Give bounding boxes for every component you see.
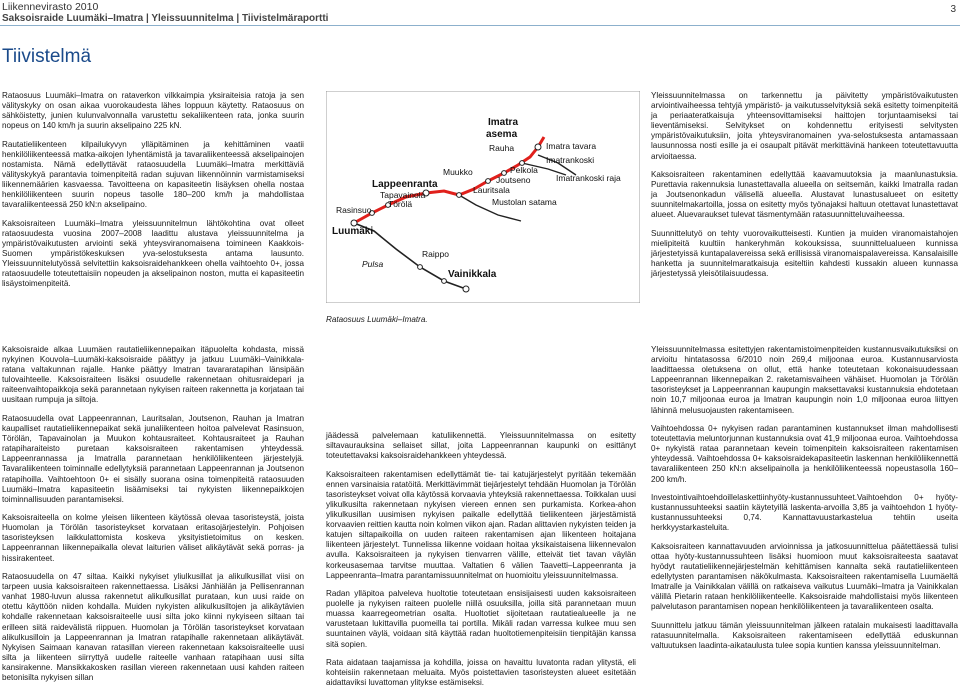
map-caption: Rataosuus Luumäki–Imatra. (326, 315, 428, 324)
label-rasinsuo: Rasinsuo (336, 205, 372, 215)
paragraph: Kaksoisraiteen kannattavuuden arvioinnissa ja jatkosuunnittelua päätettäessä tulisi ottaa hyöty-kustannussuhteen lisäksi huomioon muut kaksoisraiteesta saatavat hyödyt rautatieliikennejärjestelmän kehittämisen kannalta sekä rautatieliikenteen edellytysten parantamisen näkökulmasta. Kaksoisraiteen rakentamisella Luumäeltä Imatralle ja Vainikkalan välillä on ratkaiseva vaikutus Luumäki–Imatra ja Vainikkalan välillä Pietarin rataan henkilöliikenteelle. Kaksoisraide mahdollistaisi myös liikenteen palvelutason parantamisen nopean henkilöliikenteen ja tavaraliikenteen osalta. (651, 541, 958, 612)
station-marker (486, 179, 491, 184)
label-rauha: Rauha (489, 143, 515, 153)
paragraph: Kaksoisraiteen rakentaminen edellyttää kaavamuutoksia ja maanlunastuksia. Purettavia rakennuksia lunastettavalla alueella on seitsemän, kaikki Imatralla radan ja Joutsenonkadun välisellä alueella. Alustavat lunastusalueet on esitetty suunnitelmakartoilla, jossa on esitetty myös työnajaksi haltuun otettavat lunastettavat alueet. Aluevaraukset tulevat täsmentymään ratasuunnitteluvaiheessa. (651, 170, 958, 220)
label-imatra-tavara: Imatra tavara (546, 141, 597, 151)
paragraph: Kaksoisraiteen Luumäki–Imatra yleissuunnitelmun lähtökohtina ovat olleet rataosuudesta vuosina 2007–2008 laadittu alustava yleissuunnitelma ja ympäristövaikutusten arviointi sekä yhteysviranomaisena toimineen Kaakkois-Suomen ympäristökeskuksen yva-selostuksesta antama lausunto. Yleissuunnitelutyössä selvitettiin kaksoisraidehankkeen ohella vaihtoehto 0+, jossa rataosuudelle toteutettaisiin nopeuden ja akselipainon noston, mutta ei kapasiteetin lisäystoimenpiteitä. (2, 218, 304, 289)
col1-top-text (2, 91, 304, 289)
paragraph: Yleissuunnitelmassa esitettyjen rakentamistoimenpiteiden kustannusvaikutuksiksi on arvioitu hintatasossa 6/2010 noin 269,4 miljoonaa euroa. Kustannusarviosta laadittaessa oletuksena on ollut, että hanke toteutetaan kokonaisuudessaan Lappeenrannan liikennepaikan 2. raketamisvaiheen vähäiset. Huomolan ja Törölän tasoristeykset ja Lappeenrannan kaupungin maksettavaksi kustannuksia ehdotetaan noin 10,7 miljoonaa euroa ja Imatran kaupungin noin 1,0 miljoonaa euroa liittyen lähinnä melusuojausten rakentamiseen. (651, 345, 958, 415)
label-imatrankoski: Imatrankoski (546, 155, 595, 165)
paragraph: Suunnittelu jatkuu tämän yleissuunnitelman jälkeen ratalain mukaisesti laadittavalla ratasuunnitelmalla. Kaksoisraiteen rakentamiseen edellyttää eduskunnan valtuutuksen laadinta-aikataulusta tulee sopia kuntien kanssa yleissuunnitelman. (651, 620, 958, 650)
label-pelkola: Pelkola (510, 165, 538, 175)
label-imatrankoski-raja: Imatrankoski raja (556, 173, 621, 183)
label-torola: Törölä (388, 199, 413, 209)
paragraph: Rataosuus Luumäki–Imatra on rataverkon vilkkaimpia yksiraiteisia ratoja ja sen välityskyky on osan aikaa vuorokaudesta lähes loppuun käytetty. Rataosuus on sähköistetty, junien kulunvalvonnalla varustettu sekaliikenteen rata, jonka suurin nopeus on 140 km/h ja suurin akselipaino 225 kN. (2, 91, 304, 131)
col3-top-text (651, 91, 958, 279)
label-raippo: Raippo (422, 249, 449, 259)
paragraph: Kaksoisraiteen rakentamisen edellyttämät tie- tai katujärjestelyt pyritään tekemään ennen varsinaisia ratatöitä. Merkittävimmät tiejärjestelyt tehdään Huomolan ja Törölän tasoristeykset voivat olla käytössä korvaavia yhteyksiä rakennettaessa. Toikkalan uusi ylikulkusilta rakennetaan nykyisen viereen ennen sen purkamista. Korkea-ahon ylikulkusillan uusimisen nykyisen paikalle edellyttää tieliikenteen järjestämistä korvaavien reittien kautta noin kolmen viikon ajan. Radan alittavien nykyisten teiden ja katujen siltapaikoilla on uuden raiteen rakentamisen ajan liikenteen hoitajana liikenteen järjestelyt. Tunnelissa liikenne voidaan hoitaa yksikaistaisena liikennevalon avulla. Kaksoisraiteen ja nykyisen tienvarren välille, etteivät tiet tavan väylän korkeusasemaa tarvitse muuttaa. Valtatien 6 välien Taavetti–Lappeenranta ja Lappeenranta–Imatra parantamissuunnitelmat on huomioitu yleissuunnitelmassa. (326, 469, 636, 580)
paragraph: Rataosuudella on 47 siltaa. Kaikki nykyiset yliulkusillat ja alikulkusillat viisi on tarpeen uusia kaksoisraiteen rakennettaessa. Lisäksi Jänhiälän ja Pellisenrannan vanhat 1980-luvun alussa rakennetut alikulkusillat purataan, kun uusi raide on otettu käyttöön niiden kohdalla. Muiden nykyisten alikulkusiltojen ja alikäytävien kohdalle rakennetaan kaksoisraiteelle uusi silta joko kiinni nykyiseen siltaan tai erilleen siitä raidevälistä riippuen. Huomolan ja Törölän tasoristeykset korvataan alikulkusilloin ja Lappeenrannan ja Imatran ratapihalle rakennetaan alikäytävät. Nykyisen Saimaan kanavan ratasillan viereen rakennetaan kaksoisraiteelle uusi silta ja liikenteen siirryttyä uudelle raiteelle vanhaan ratapihaan uusi silta kansirakenne. Mansikkakosken rasillan viereen rakennetaan uusi kahden raiteen betonisilta nykyisen sillan (2, 572, 304, 682)
label-mustola: Mustolan satama (492, 197, 557, 207)
paragraph: Investointivaihtoehdoillelaskettiinhyöty-kustannussuhteet.Vaihtoehdon 0+ hyöty-kustannussuhteeksi saatiin käytetyillä laskenta-arvoilla 3,85 ja vaihtoehdon 1 hyöty-kustannussuhteeksi 0,74. Kannattavuustarkastelua tehtiin useita herkkyystarkasteluita. (651, 493, 958, 533)
paragraph: Kaksoisraiteella on kolme yleisen liikenteen käytössä olevaa tasoristeystä, joista Huomolan ja Törölän tasoristeykset korvataan eritasojärjestelyin. Pohjoisen tasoristeyksen laikkulattomista koskeva yksityistietoimitus on kesken. Lappeenrannan liikennepaikalla olevat laiturien väliset alikäytävät sekä porras- ja hissirakenteet. (2, 513, 304, 563)
station-marker (535, 144, 541, 150)
col2-text (326, 431, 636, 697)
paragraph: Suunnittelutyö on tehty vuorovaikutteisesti. Kuntien ja muiden viranomaistahojen mielipiteitä kuultiin hankeryhmän kokouksissa, suunnittelualueen kunnissa järjestetyissä kuntapalavereissa sekä erillisissä viranomaispalavereissa. Kansalaisille hanketta ja suunnitelmaratkaisuja esiteltiin kahdesti kussakin alueen kunnassa järjestetyssä yleisötilaisuudessa. (651, 228, 958, 279)
paragraph: Rataosuudella ovat Lappeenrannan, Lauritsalan, Joutsenon, Rauhan ja Imatran kaupalliset rautatieliikennepaikat sekä junaliikenteen hoitoa palvelevat Rasinsuon, Törölän, Tapavainolan ja Muukon kohtausraiteet. Kohtausraiteet ja Rauhan ratapiharaiteisto puretaan kaksoisraiteen rakentamisen yhteydessä. Lappeenrannassa ja Imatralla parannetaan henkilöliikenteen järjestelyjä. Tavaraliikenteen toiminnalle edellytyksiä parannetaan Lappeenrannan ja Joutsenon ratapihoilla. Vaihtoehtoon 0+ ei sisälly suorana osina toimenpiteitä rataosuuden Luumäki–Imatra kapasiteetin lisäämiseksi tai nykyisten liikennepaikkojen toiminnallisuuden parantamiseksi. (2, 413, 304, 504)
railway-map (326, 91, 640, 303)
label-pulsa: Pulsa (362, 259, 384, 269)
label-muukko: Muukko (443, 167, 473, 177)
header-org: Liikennevirasto 2010 (2, 1, 99, 13)
page-header (0, 0, 960, 26)
label-joutseno: Joutseno (496, 175, 531, 185)
paragraph: Kaksoisraide alkaa Luumäen rautatieliikennepaikan itäpuolelta kohdasta, missä nykyinen Kouvola–Luumäki-kaksoisraide päättyy ja jatkuu Luumäki–Vainikkala-ratana valtakunnan rajalle. Hanke päättyy Imatran tavararatapihan länsipään tulovaihteelle. Kaksoisraiteen lisäksi osuudelle rakennetaan ohitusraidepari ja raiteenvaihtopaikkoja sekä parannetaan nykyisen raiteen rakennetta ja korjataan tai uusitaan rumpuja ja siltoja. (2, 345, 304, 405)
page-number: 3 (950, 4, 956, 15)
label-lappeenranta: Lappeenranta (372, 179, 438, 190)
label-imatra: Imatra (488, 117, 519, 128)
col3-bottom-text (651, 345, 958, 651)
paragraph: Yleissuunnitelmassa on tarkennettu ja päivitetty ympäristövaikutusten arviointivaiheessa tehtyjä ympäristö- ja vaikutusselvityksiä sekä esitetty toimenpiteitä ja periaateratkaisuja yhteensovittamiseksi haittojen torjuntaamiseksi tai lieventämiseksi. Selvitykset on kohdennettu erityisesti selvitysten ympäristövaikutuksiin, joita yhteysviranomainen yva-selostuksesta antamassaan lausunnossa nosti esille ja ei osaupalt pitävät merkittävinä hankeen toteutettavuutta arvioitaessa. (651, 91, 958, 161)
label-vainikkala: Vainikkala (448, 269, 497, 280)
paragraph: Rautatieliikenteen kilpailukyvyn ylläpitäminen ja kehittäminen vaatii henkilöliikenteessä matka-aikojen lyhentämistä ja tavaraliikenteessä akselipainojen nostamista. Nämä edellyttävät rataosuudella Luumäki–Imatra merkittäviä välityskykyä parantavia toimenpiteitä radan sujuvan liikennöinnin varmistamiseksi liikennemäärien kasvaessa. Tavoitteena on kapasiteetin lisäyksen ohella nostaa henkilöliikenteen suurin nopeus tasolle 180–200 km/h ja mahdollistaa tavaraliikenteessä 250 kN:n akselipaino. (2, 139, 304, 210)
col1-bottom-text (2, 345, 304, 683)
station-marker (418, 265, 423, 270)
label-asema: asema (486, 129, 518, 140)
station-marker (463, 286, 469, 292)
label-lauritsala: Lauritsala (473, 185, 510, 195)
station-marker (442, 279, 447, 284)
paragraph: Rata aidataan taajamissa ja kohdilla, joissa on havaittu luvatonta radan ylitystä, eli kohteisiin rakennetaan meluaita. Myös poistettavien tasoristeysten alueet esitetään aidattaviksi luvattoman ylitykse estämiseksi. (326, 658, 636, 688)
paragraph: Vaihtoehdossa 0+ nykyisen radan parantaminen kustannukset ilman mahdollisesti toteutettavia meluntorjunnan kustannuksia ovat 41,9 miljoonaa euroa. Vaihtoehdossa 0+ nykyistä rataa parannetaan kevein toimenpitein kaksoisraiteen rakentamisen yhteydessä. Vaihtoehdossa 0+ kaksoisraidekapasiteetin laskennan henkilöliikennettä tavaraliikenteen 250 kN:n akselipainolla ja henkilöliikenteessä nopeustasolla 160–200 km/h. (651, 424, 958, 484)
header-rule (0, 25, 960, 26)
station-marker (457, 193, 462, 198)
page-title: Tiivistelmä (2, 46, 92, 67)
paragraph: Radan ylläpitoa palveleva huoltotie toteutetaan ensisijaisesti uuden kaksoisraiteen puolelle ja nykyisen raiteen puolelle niillä osuuksilla, joilla sitä parannetaan muun muassa kaarregeometrian osalta. Huoltotiet sijoitetaan rautatiealueelle ja ne varustetaan lukittavilla puomeilla tai portilla. Mikäli radan varressa kulkee muu sen suuntainen väylä, voidaan sitä käyttää radan huoltotiemenpiteisiin tienpitäjän kanssa sitä sopien. (326, 589, 636, 649)
label-luumaki: Luumäki (332, 226, 374, 237)
label-tapavainola: Tapavainola (380, 190, 426, 200)
header-breadcrumb: Saksoisraide Luumäki–Imatra | Yleissuunnitelma | Tiivistelmäraportti (2, 13, 329, 24)
paragraph: jäädessä palvelemaan katuliikennettä. Yleissuunnitelmassa on esitetty siltavaurauksina sellaiset sillat, joita Lappeenrannan kaupunki on esittänyt toteutettavaksi kaksoisraidehankkeen yhteydessä. (326, 431, 636, 461)
